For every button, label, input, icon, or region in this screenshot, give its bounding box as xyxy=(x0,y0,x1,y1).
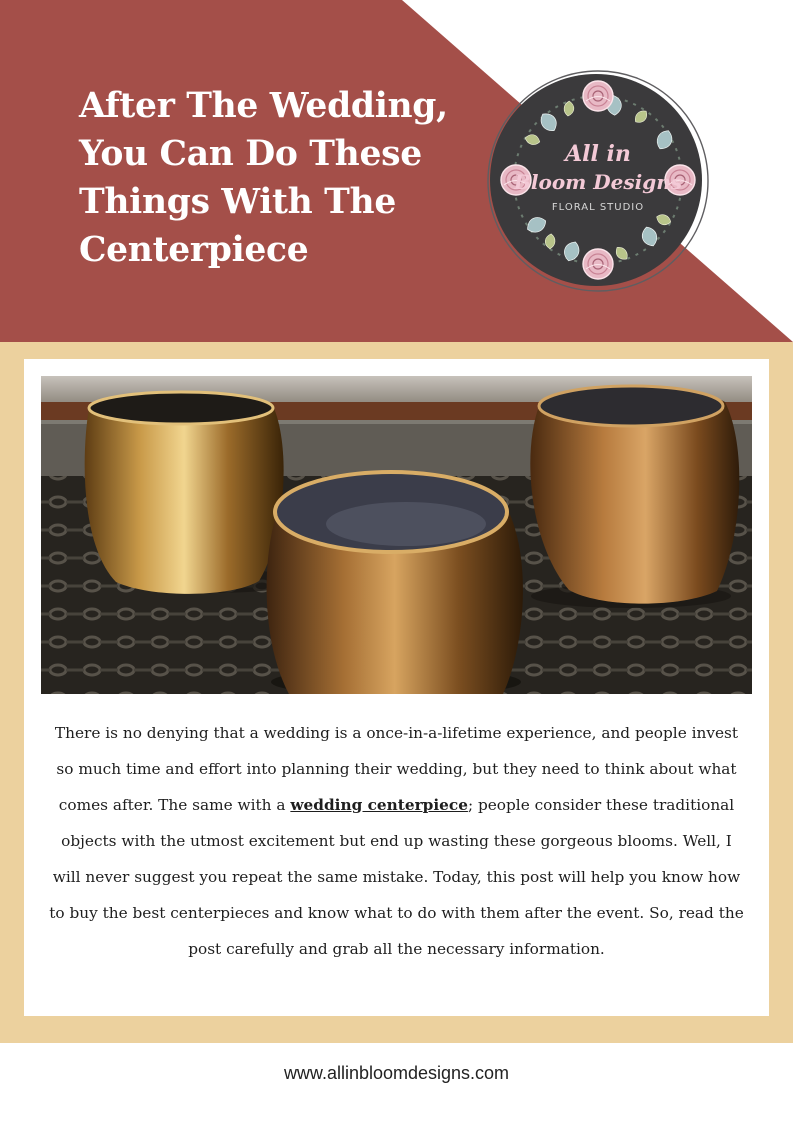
brand-logo xyxy=(478,68,718,292)
logo-tagline: FLORAL STUDIO xyxy=(551,202,645,213)
intro-text-start: There is no denying that a wedding is a once-in-a-lifetime experience, and people invest so much time and effort into planning their wedding, but they need to think about what comes after. The same with a xyxy=(54,724,739,814)
intro-paragraph xyxy=(48,715,745,967)
intro-text-end: ; people consider these traditional objects with the utmost excitement but end up wasting these gorgeous blooms. Well, I will never suggest you repeat the same mistake. Today, this post will help you know how to buy the best centerpieces and know what to do with them after the event. So, read the post carefully and grab all the necessary information. xyxy=(49,796,744,958)
logo-line-2: Bloom Designs xyxy=(513,170,683,194)
centerpiece-photo xyxy=(41,376,752,694)
logo-line-1: All in xyxy=(565,141,631,167)
page-title: After The Wedding, You Can Do These Things With The Centerpiece xyxy=(79,86,448,270)
wedding-centerpiece-link[interactable]: wedding centerpiece xyxy=(290,796,468,814)
website-url[interactable]: www.allinbloomdesigns.com xyxy=(283,1063,510,1083)
